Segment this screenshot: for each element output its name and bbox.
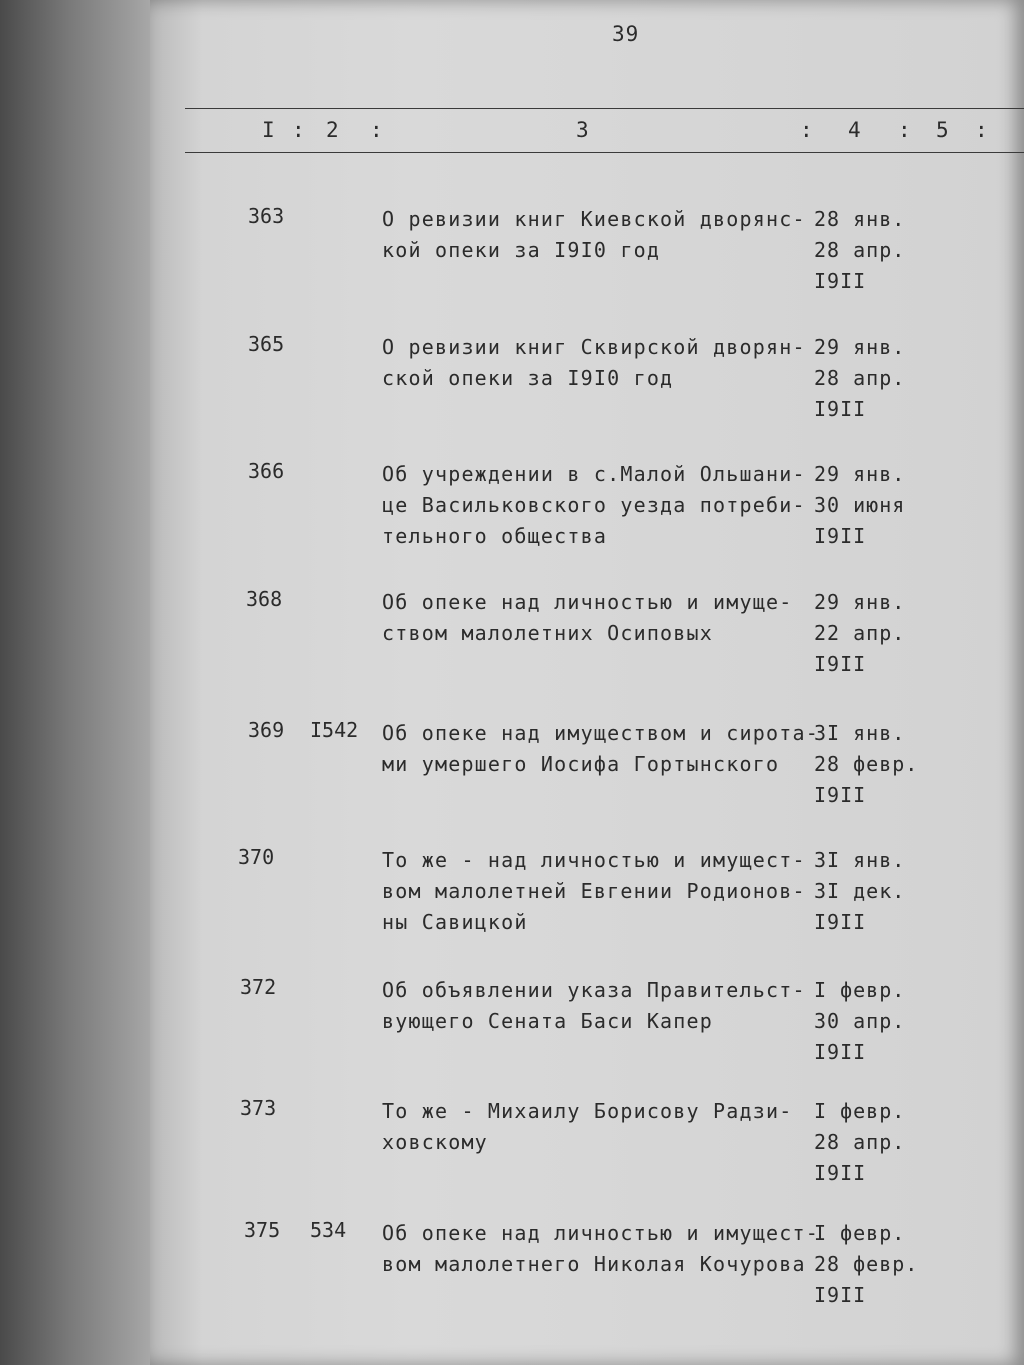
entry-title-line: це Васильковского уезда потреби- bbox=[382, 493, 806, 517]
entry-year: I9II bbox=[814, 397, 867, 421]
entry-title-line: тельного общества bbox=[382, 524, 608, 548]
entry-number: 368 bbox=[246, 587, 283, 611]
column-header-separator: : bbox=[370, 118, 384, 142]
entry-end-date: 22 апр. bbox=[814, 621, 906, 645]
entry-start-date: 29 янв. bbox=[814, 462, 906, 486]
header-rule-top bbox=[185, 108, 1024, 109]
entry-title bbox=[382, 845, 806, 938]
entry-title-line: ховскому bbox=[382, 1130, 488, 1154]
entry-title-line: Об учреждении в с.Малой Ольшани- bbox=[382, 462, 806, 486]
entry-start-date: I февр. bbox=[814, 1221, 906, 1245]
entry-end-date: 28 апр. bbox=[814, 1130, 906, 1154]
entry-old-number: 534 bbox=[310, 1218, 347, 1242]
entry-title-line: кой опеки за I9I0 год bbox=[382, 238, 661, 262]
entry-dates bbox=[814, 587, 905, 680]
entry-old-number: I542 bbox=[310, 718, 359, 742]
entry-dates bbox=[814, 204, 905, 297]
column-header-2: 2 bbox=[326, 118, 340, 142]
entry-title-line: Об объявлении указа Правительст- bbox=[382, 978, 806, 1002]
entry-start-date: 29 янв. bbox=[814, 335, 906, 359]
page-number: 39 bbox=[612, 22, 640, 46]
entry-year: I9II bbox=[814, 269, 867, 293]
entry-title-line: Об опеке над личностью и имущест- bbox=[382, 1221, 819, 1245]
entry-dates bbox=[814, 332, 905, 425]
entry-dates bbox=[814, 1218, 918, 1311]
entry-dates bbox=[814, 1096, 905, 1189]
entry-title-line: ством малолетних Осиповых bbox=[382, 621, 714, 645]
entry-title bbox=[382, 204, 806, 266]
column-header-separator: : bbox=[975, 118, 989, 142]
entry-title-line: ми умершего Иосифа Гортынского bbox=[382, 752, 780, 776]
entry-title-line: Об опеке над имуществом и сирота- bbox=[382, 721, 819, 745]
entry-number: 372 bbox=[240, 975, 277, 999]
entry-title-line: ской опеки за I9I0 год bbox=[382, 366, 674, 390]
entry-dates bbox=[814, 975, 905, 1068]
entry-end-date: 30 июня bbox=[814, 493, 906, 517]
entry-title bbox=[382, 975, 806, 1037]
entry-number: 369 bbox=[248, 718, 285, 742]
column-header-separator: : bbox=[800, 118, 814, 142]
entry-number: 373 bbox=[240, 1096, 277, 1120]
inventory-entry bbox=[0, 459, 1024, 579]
inventory-entry bbox=[0, 332, 1024, 452]
entry-dates bbox=[814, 845, 905, 938]
entry-title-line: Об опеке над личностью и имуще- bbox=[382, 590, 793, 614]
entry-title bbox=[382, 718, 819, 780]
entry-title-line: вующего Сената Баси Капер bbox=[382, 1009, 714, 1033]
entry-number: 365 bbox=[248, 332, 285, 356]
inventory-entry bbox=[0, 718, 1024, 838]
entry-end-date: 3I дек. bbox=[814, 879, 906, 903]
entry-end-date: 28 февр. bbox=[814, 752, 919, 776]
inventory-entry bbox=[0, 587, 1024, 707]
inventory-entry bbox=[0, 975, 1024, 1095]
entry-title-line: вом малолетнего Николая Кочурова bbox=[382, 1252, 806, 1276]
entry-year: I9II bbox=[814, 1283, 867, 1307]
entry-title bbox=[382, 459, 806, 552]
column-header-4: 4 bbox=[848, 118, 862, 142]
column-header-separator: : bbox=[898, 118, 912, 142]
entry-number: 363 bbox=[248, 204, 285, 228]
column-header-3: 3 bbox=[576, 118, 590, 142]
inventory-entry bbox=[0, 845, 1024, 965]
entry-start-date: 3I янв. bbox=[814, 721, 906, 745]
entry-dates bbox=[814, 718, 918, 811]
inventory-entry bbox=[0, 1096, 1024, 1216]
entry-start-date: 28 янв. bbox=[814, 207, 906, 231]
entry-title-line: О ревизии книг Сквирской дворян- bbox=[382, 335, 806, 359]
entry-title bbox=[382, 587, 792, 649]
entry-end-date: 28 февр. bbox=[814, 1252, 919, 1276]
entry-dates bbox=[814, 459, 905, 552]
entry-year: I9II bbox=[814, 652, 867, 676]
entry-year: I9II bbox=[814, 524, 867, 548]
column-header-separator: : bbox=[292, 118, 306, 142]
entry-number: 370 bbox=[238, 845, 275, 869]
entry-title-line: То же - над личностью и имущест- bbox=[382, 848, 806, 872]
entry-end-date: 30 апр. bbox=[814, 1009, 906, 1033]
entry-title-line: вом малолетней Евгении Родионов- bbox=[382, 879, 806, 903]
entry-title-line: ны Савицкой bbox=[382, 910, 528, 934]
entry-year: I9II bbox=[814, 1040, 867, 1064]
header-rule-bottom bbox=[185, 152, 1024, 153]
entry-title-line: О ревизии книг Киевской дворянс- bbox=[382, 207, 806, 231]
entry-end-date: 28 апр. bbox=[814, 238, 906, 262]
entry-title-line: То же - Михаилу Борисову Радзи- bbox=[382, 1099, 793, 1123]
entry-number: 366 bbox=[248, 459, 285, 483]
entry-end-date: 28 апр. bbox=[814, 366, 906, 390]
entry-title bbox=[382, 332, 806, 394]
column-header-5: 5 bbox=[936, 118, 950, 142]
entry-year: I9II bbox=[814, 783, 867, 807]
entry-title bbox=[382, 1096, 792, 1158]
entry-number: 375 bbox=[244, 1218, 281, 1242]
entry-year: I9II bbox=[814, 1161, 867, 1185]
entry-start-date: I февр. bbox=[814, 978, 906, 1002]
entry-year: I9II bbox=[814, 910, 867, 934]
entry-start-date: 29 янв. bbox=[814, 590, 906, 614]
inventory-entry bbox=[0, 204, 1024, 324]
entry-start-date: 3I янв. bbox=[814, 848, 906, 872]
entry-start-date: I февр. bbox=[814, 1099, 906, 1123]
column-header-1: I bbox=[262, 118, 276, 142]
inventory-entry bbox=[0, 1218, 1024, 1338]
entry-title bbox=[382, 1218, 819, 1280]
